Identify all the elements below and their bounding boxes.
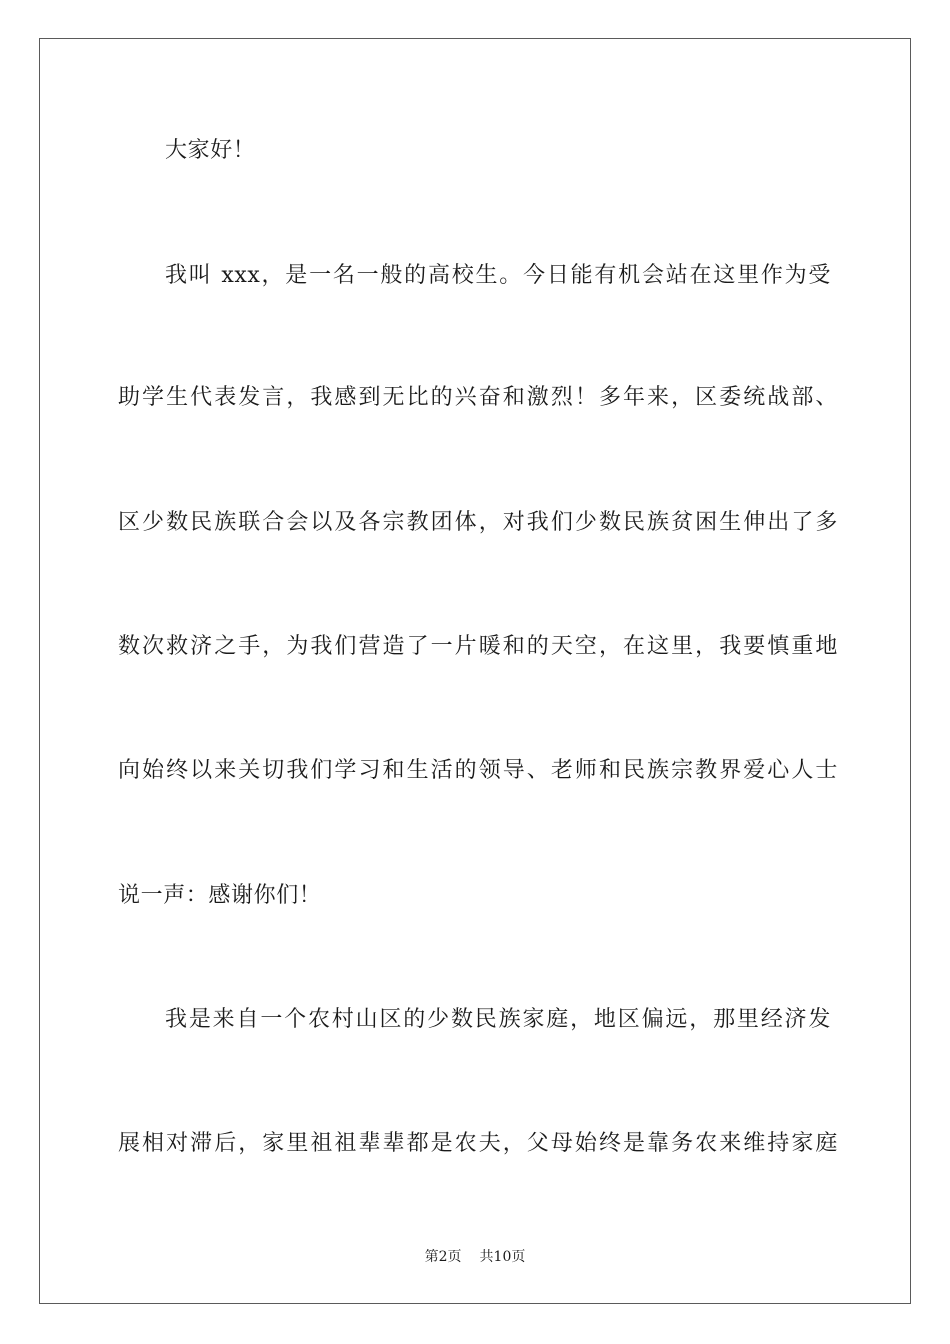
greeting-line: 大家好！ bbox=[165, 138, 256, 163]
body-line: 我是来自一个农村山区的少数民族家庭，地区偏远，那里经济发 bbox=[165, 1007, 831, 1032]
body-line: 向始终以来关切我们学习和生活的领导、老师和民族宗教界爱心人士 bbox=[118, 758, 838, 783]
body-line: 区少数民族联合会以及各宗教团体，对我们少数民族贫困生伸出了多 bbox=[118, 510, 838, 535]
body-line: 展相对滞后，家里祖祖辈辈都是农夫，父母始终是靠务农来维持家庭 bbox=[118, 1131, 838, 1156]
page-footer bbox=[0, 1248, 950, 1266]
body-line: 我叫 xxx，是一名一般的高校生。今日能有机会站在这里作为受 bbox=[165, 263, 831, 288]
page-border bbox=[39, 38, 911, 1304]
body-line: 助学生代表发言，我感到无比的兴奋和激烈！多年来，区委统战部、 bbox=[118, 385, 838, 410]
body-line: 数次救济之手，为我们营造了一片暖和的天空，在这里，我要慎重地 bbox=[118, 634, 838, 659]
page-total: 共10页 bbox=[479, 1249, 526, 1265]
page-number: 第2页 bbox=[424, 1249, 462, 1265]
body-line: 说一声：感谢你们！ bbox=[118, 883, 322, 908]
